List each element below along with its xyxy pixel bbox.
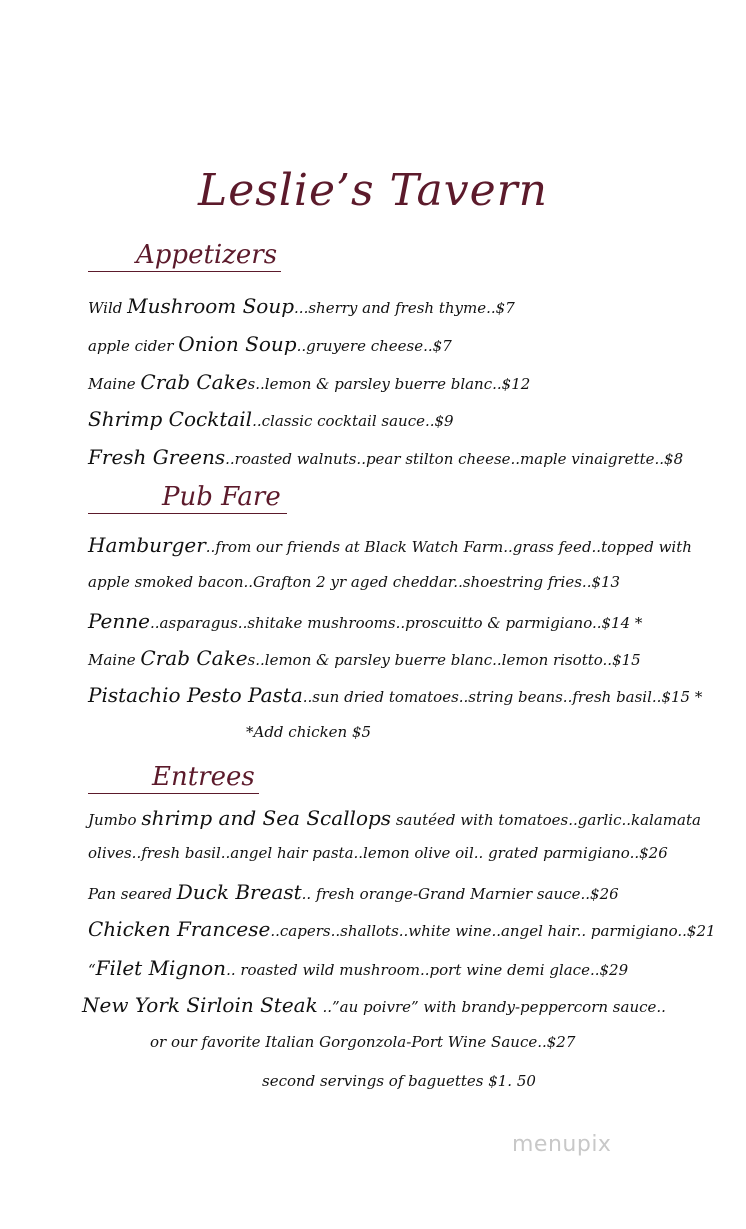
menu-item xyxy=(88,407,454,431)
section-heading-entrees xyxy=(88,762,259,794)
menu-item xyxy=(88,917,716,941)
item-name: Fresh Greens xyxy=(88,445,226,469)
item-name: Hamburger xyxy=(88,533,206,557)
menu-item xyxy=(88,956,628,980)
item-description: ..sun dried tomatoes..string beans..fresh basil..$15 * xyxy=(302,688,703,706)
menu-item xyxy=(88,445,683,469)
item-name: shrimp and Sea Scallops xyxy=(141,806,392,830)
appetizers-label: Appetizers xyxy=(136,240,278,270)
item-description: s..lemon & parsley buerre blanc..$12 xyxy=(247,375,531,393)
item-description: ..from our friends at Black Watch Farm..grass feed..topped with xyxy=(205,538,692,556)
menu-item xyxy=(88,332,452,356)
section-heading-pub-fare xyxy=(88,482,287,514)
item-description: sautéed with tomatoes..garlic..kalamata xyxy=(391,811,701,829)
item-description: ..gruyere cheese..$7 xyxy=(296,337,452,355)
pub-fare-label: Pub Fare xyxy=(162,482,281,512)
item-name: Penne xyxy=(88,609,150,633)
entrees-label: Entrees xyxy=(152,762,255,792)
item-prefix: “ xyxy=(88,961,96,979)
menu-item xyxy=(88,609,642,633)
menu-item xyxy=(82,993,666,1017)
menu-title: Leslie’s Tavern xyxy=(197,165,548,216)
item-description: ..roasted walnuts..pear stilton cheese..maple vinaigrette..$8 xyxy=(225,450,684,468)
item-description: .. fresh orange-Grand Marnier sauce..$26 xyxy=(301,885,619,903)
item-name: Mushroom Soup xyxy=(127,294,295,318)
menu-item xyxy=(88,880,619,904)
item-prefix: Jumbo xyxy=(88,811,142,829)
item-name: Crab Cake xyxy=(140,370,248,394)
item-name: Onion Soup xyxy=(178,332,297,356)
item-prefix: Pan seared xyxy=(88,885,177,903)
menu-item xyxy=(88,370,530,394)
watermark: menupix xyxy=(512,1132,612,1157)
menu-item xyxy=(88,294,515,318)
add-chicken-note: *Add chicken $5 xyxy=(246,723,372,741)
baguettes-note: second servings of baguettes $1. 50 xyxy=(262,1072,536,1090)
menu-item-continuation xyxy=(88,844,668,862)
item-name: Shrimp Cocktail xyxy=(88,407,253,431)
menu-item xyxy=(88,806,701,830)
item-description: ...sherry and fresh thyme..$7 xyxy=(294,299,515,317)
item-name: Filet Mignon xyxy=(95,956,227,980)
sirloin-sauce-option: or our favorite Italian Gorgonzola-Port Wine Sauce..$27 xyxy=(150,1033,576,1051)
menu-item xyxy=(88,646,641,670)
item-prefix: Maine xyxy=(88,651,141,669)
menu-item xyxy=(88,533,692,557)
item-name: New York Sirloin Steak xyxy=(82,993,318,1017)
item-description: ..capers..shallots..white wine..angel hair.. parmigiano..$21 xyxy=(270,922,716,940)
item-prefix: apple cider xyxy=(88,337,179,355)
menu-item-continuation xyxy=(88,573,620,591)
item-name: Chicken Francese xyxy=(88,917,271,941)
menu-item xyxy=(88,683,702,707)
item-prefix: Maine xyxy=(88,375,141,393)
item-description: ..asparagus..shitake mushrooms..proscuitto & parmigiano..$14 * xyxy=(150,614,643,632)
item-description: apple smoked bacon..Grafton 2 yr aged cheddar..shoestring fries..$13 xyxy=(88,573,621,591)
item-name: Pistachio Pesto Pasta xyxy=(88,683,303,707)
item-description: s..lemon & parsley buerre blanc..lemon risotto..$15 xyxy=(247,651,641,669)
item-name: Crab Cake xyxy=(140,646,248,670)
item-description: .. roasted wild mushroom..port wine demi glace..$29 xyxy=(226,961,629,979)
item-description: ..classic cocktail sauce..$9 xyxy=(252,412,454,430)
item-description: ..”au poivre” with brandy-peppercorn sauce.. xyxy=(317,998,666,1016)
item-prefix: Wild xyxy=(88,299,128,317)
item-name: Duck Breast xyxy=(176,880,302,904)
section-heading-appetizers xyxy=(88,240,281,272)
item-description: olives..fresh basil..angel hair pasta..lemon olive oil.. grated parmigiano..$26 xyxy=(88,844,668,862)
